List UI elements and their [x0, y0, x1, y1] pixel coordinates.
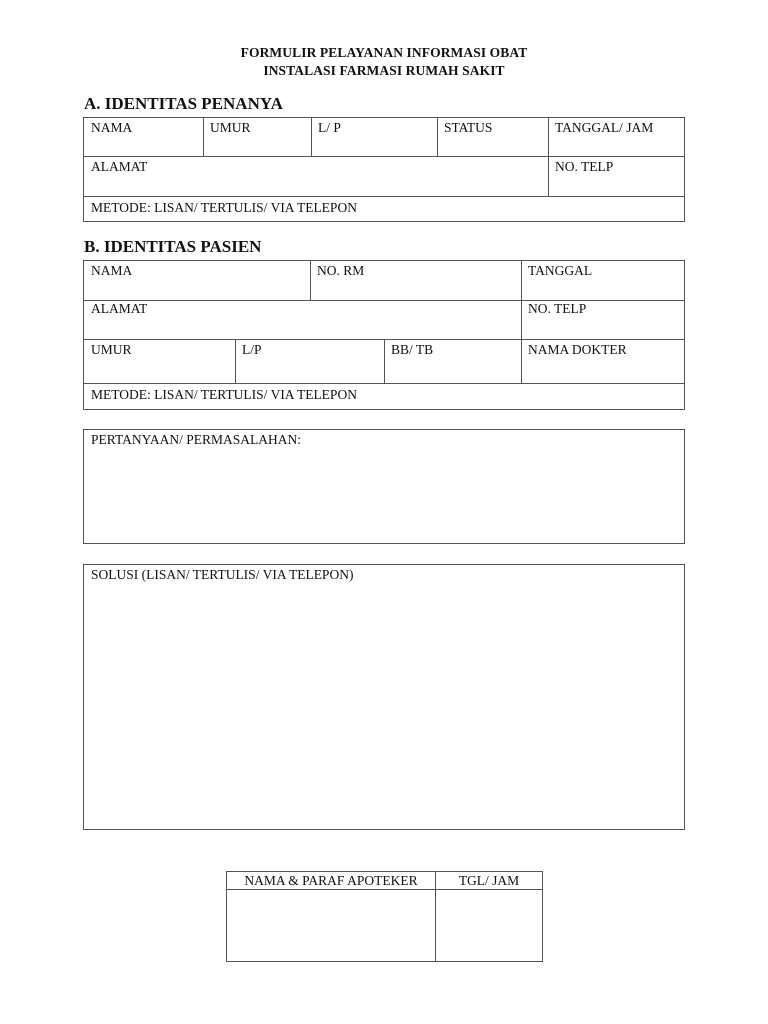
section-b-title: B. IDENTITAS PASIEN	[84, 237, 262, 256]
pertanyaan-label: PERTANYAAN/ PERMASALAHAN:	[91, 432, 302, 447]
tgl-jam-field[interactable]	[436, 890, 542, 961]
a-tanggal-jam-field[interactable]: TANGGAL/ JAM	[555, 120, 654, 135]
b-metode-field[interactable]: METODE: LISAN/ TERTULIS/ VIA TELEPON	[91, 387, 357, 402]
form-subtitle: INSTALASI FARMASI RUMAH SAKIT	[263, 63, 505, 78]
b-bb-tb-field[interactable]: BB/ TB	[391, 342, 434, 357]
signature-table	[226, 871, 543, 962]
section-a-title: A. IDENTITAS PENANYA	[84, 94, 283, 113]
a-alamat-field[interactable]: ALAMAT	[91, 159, 148, 174]
form-title: FORMULIR PELAYANAN INFORMASI OBAT	[240, 45, 528, 60]
section-a-table	[83, 117, 685, 222]
a-umur-field[interactable]: UMUR	[210, 120, 251, 135]
b-tanggal-field[interactable]: TANGGAL	[528, 263, 593, 278]
tgl-jam-header: TGL/ JAM	[458, 873, 520, 888]
b-umur-field[interactable]: UMUR	[91, 342, 132, 357]
a-lp-field[interactable]: L/ P	[318, 120, 341, 135]
b-no-telp-field[interactable]: NO. TELP	[528, 301, 587, 316]
a-nama-field[interactable]: NAMA	[91, 120, 133, 135]
b-no-rm-field[interactable]: NO. RM	[317, 263, 365, 278]
b-nama-field[interactable]: NAMA	[91, 263, 133, 278]
a-metode-field[interactable]: METODE: LISAN/ TERTULIS/ VIA TELEPON	[91, 200, 357, 215]
b-alamat-field[interactable]: ALAMAT	[91, 301, 148, 316]
pertanyaan-box[interactable]	[83, 429, 685, 544]
solusi-label: SOLUSI (LISAN/ TERTULIS/ VIA TELEPON)	[91, 567, 354, 582]
solusi-box[interactable]	[83, 564, 685, 830]
apoteker-header: NAMA & PARAF APOTEKER	[244, 873, 418, 888]
b-nama-dokter-field[interactable]: NAMA DOKTER	[528, 342, 627, 357]
a-no-telp-field[interactable]: NO. TELP	[555, 159, 614, 174]
section-b-table	[83, 260, 685, 410]
b-lp-field[interactable]: L/P	[242, 342, 262, 357]
apoteker-signature-field[interactable]	[227, 890, 435, 961]
a-status-field[interactable]: STATUS	[444, 120, 493, 135]
